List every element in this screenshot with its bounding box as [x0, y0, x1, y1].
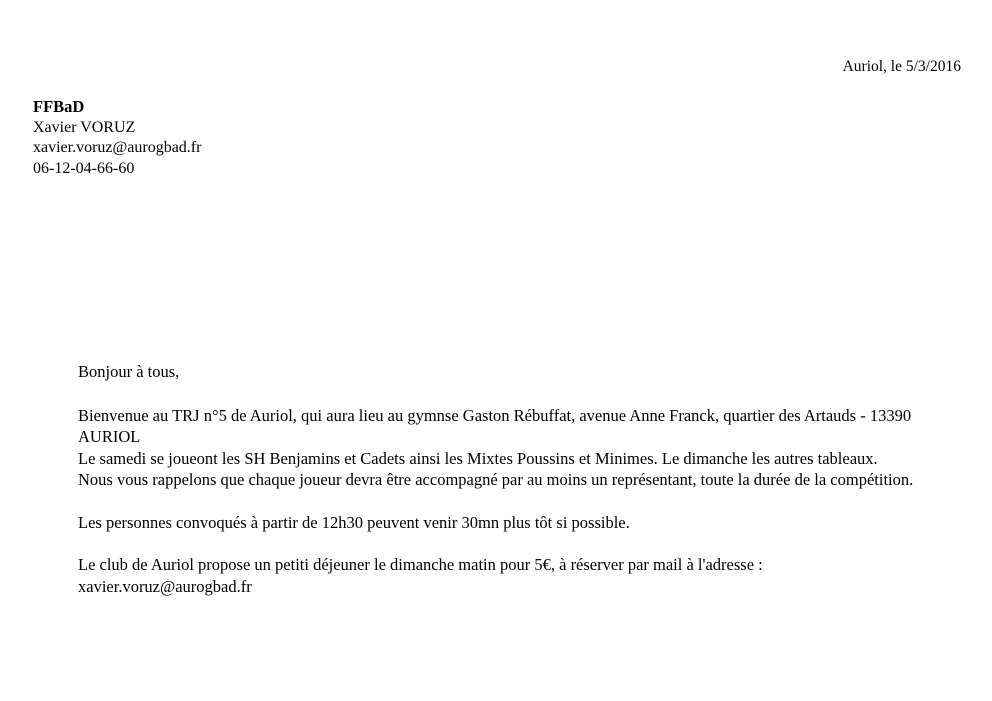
sender-organization: FFBaD: [33, 97, 85, 116]
sender-name: Xavier VORUZ: [33, 118, 136, 136]
body-greeting: Bonjour à tous,: [78, 362, 180, 381]
body-paragraph-1-line-1: Bienvenue au TRJ n°5 de Auriol, qui aura lieu au gymnse Gaston Rébuffat, avenue Anne Franck, quartier des Artauds - 13390: [78, 405, 912, 425]
body-paragraph-3-line-1: Le club de Auriol propose un petiti déjeuner le dimanche matin pour 5€, à réserver par mail à l'adresse :: [78, 555, 763, 574]
paragraph-spacer: [78, 533, 966, 554]
document-date: Auriol, le 5/3/2016: [842, 58, 961, 75]
body-paragraph-1-line-3: Le samedi se joueont les SH Benjamins et Cadets ainsi les Mixtes Poussins et Minimes. Le dimanche les autres tableaux.: [78, 448, 878, 468]
sender-phone: 06-12-04-66-60: [33, 159, 135, 177]
body-paragraph-1-line-4: Nous vous rappelons que chaque joueur devra être accompagné par au moins un représentant, toute la durée de la compétition.: [78, 470, 914, 489]
sender-email: xavier.voruz@aurogbad.fr: [33, 139, 202, 156]
body-paragraph-1-line-2: AURIOL: [78, 427, 141, 446]
body-paragraph-3-line-2: xavier.voruz@aurogbad.fr: [78, 576, 252, 596]
sender-block: [33, 97, 201, 179]
document-body: [78, 361, 966, 597]
body-paragraph-2: Les personnes convoqués à partir de 12h30 peuvent venir 30mn plus tôt si possible.: [78, 512, 630, 532]
paragraph-spacer: [78, 491, 966, 512]
paragraph-spacer: [78, 383, 966, 405]
